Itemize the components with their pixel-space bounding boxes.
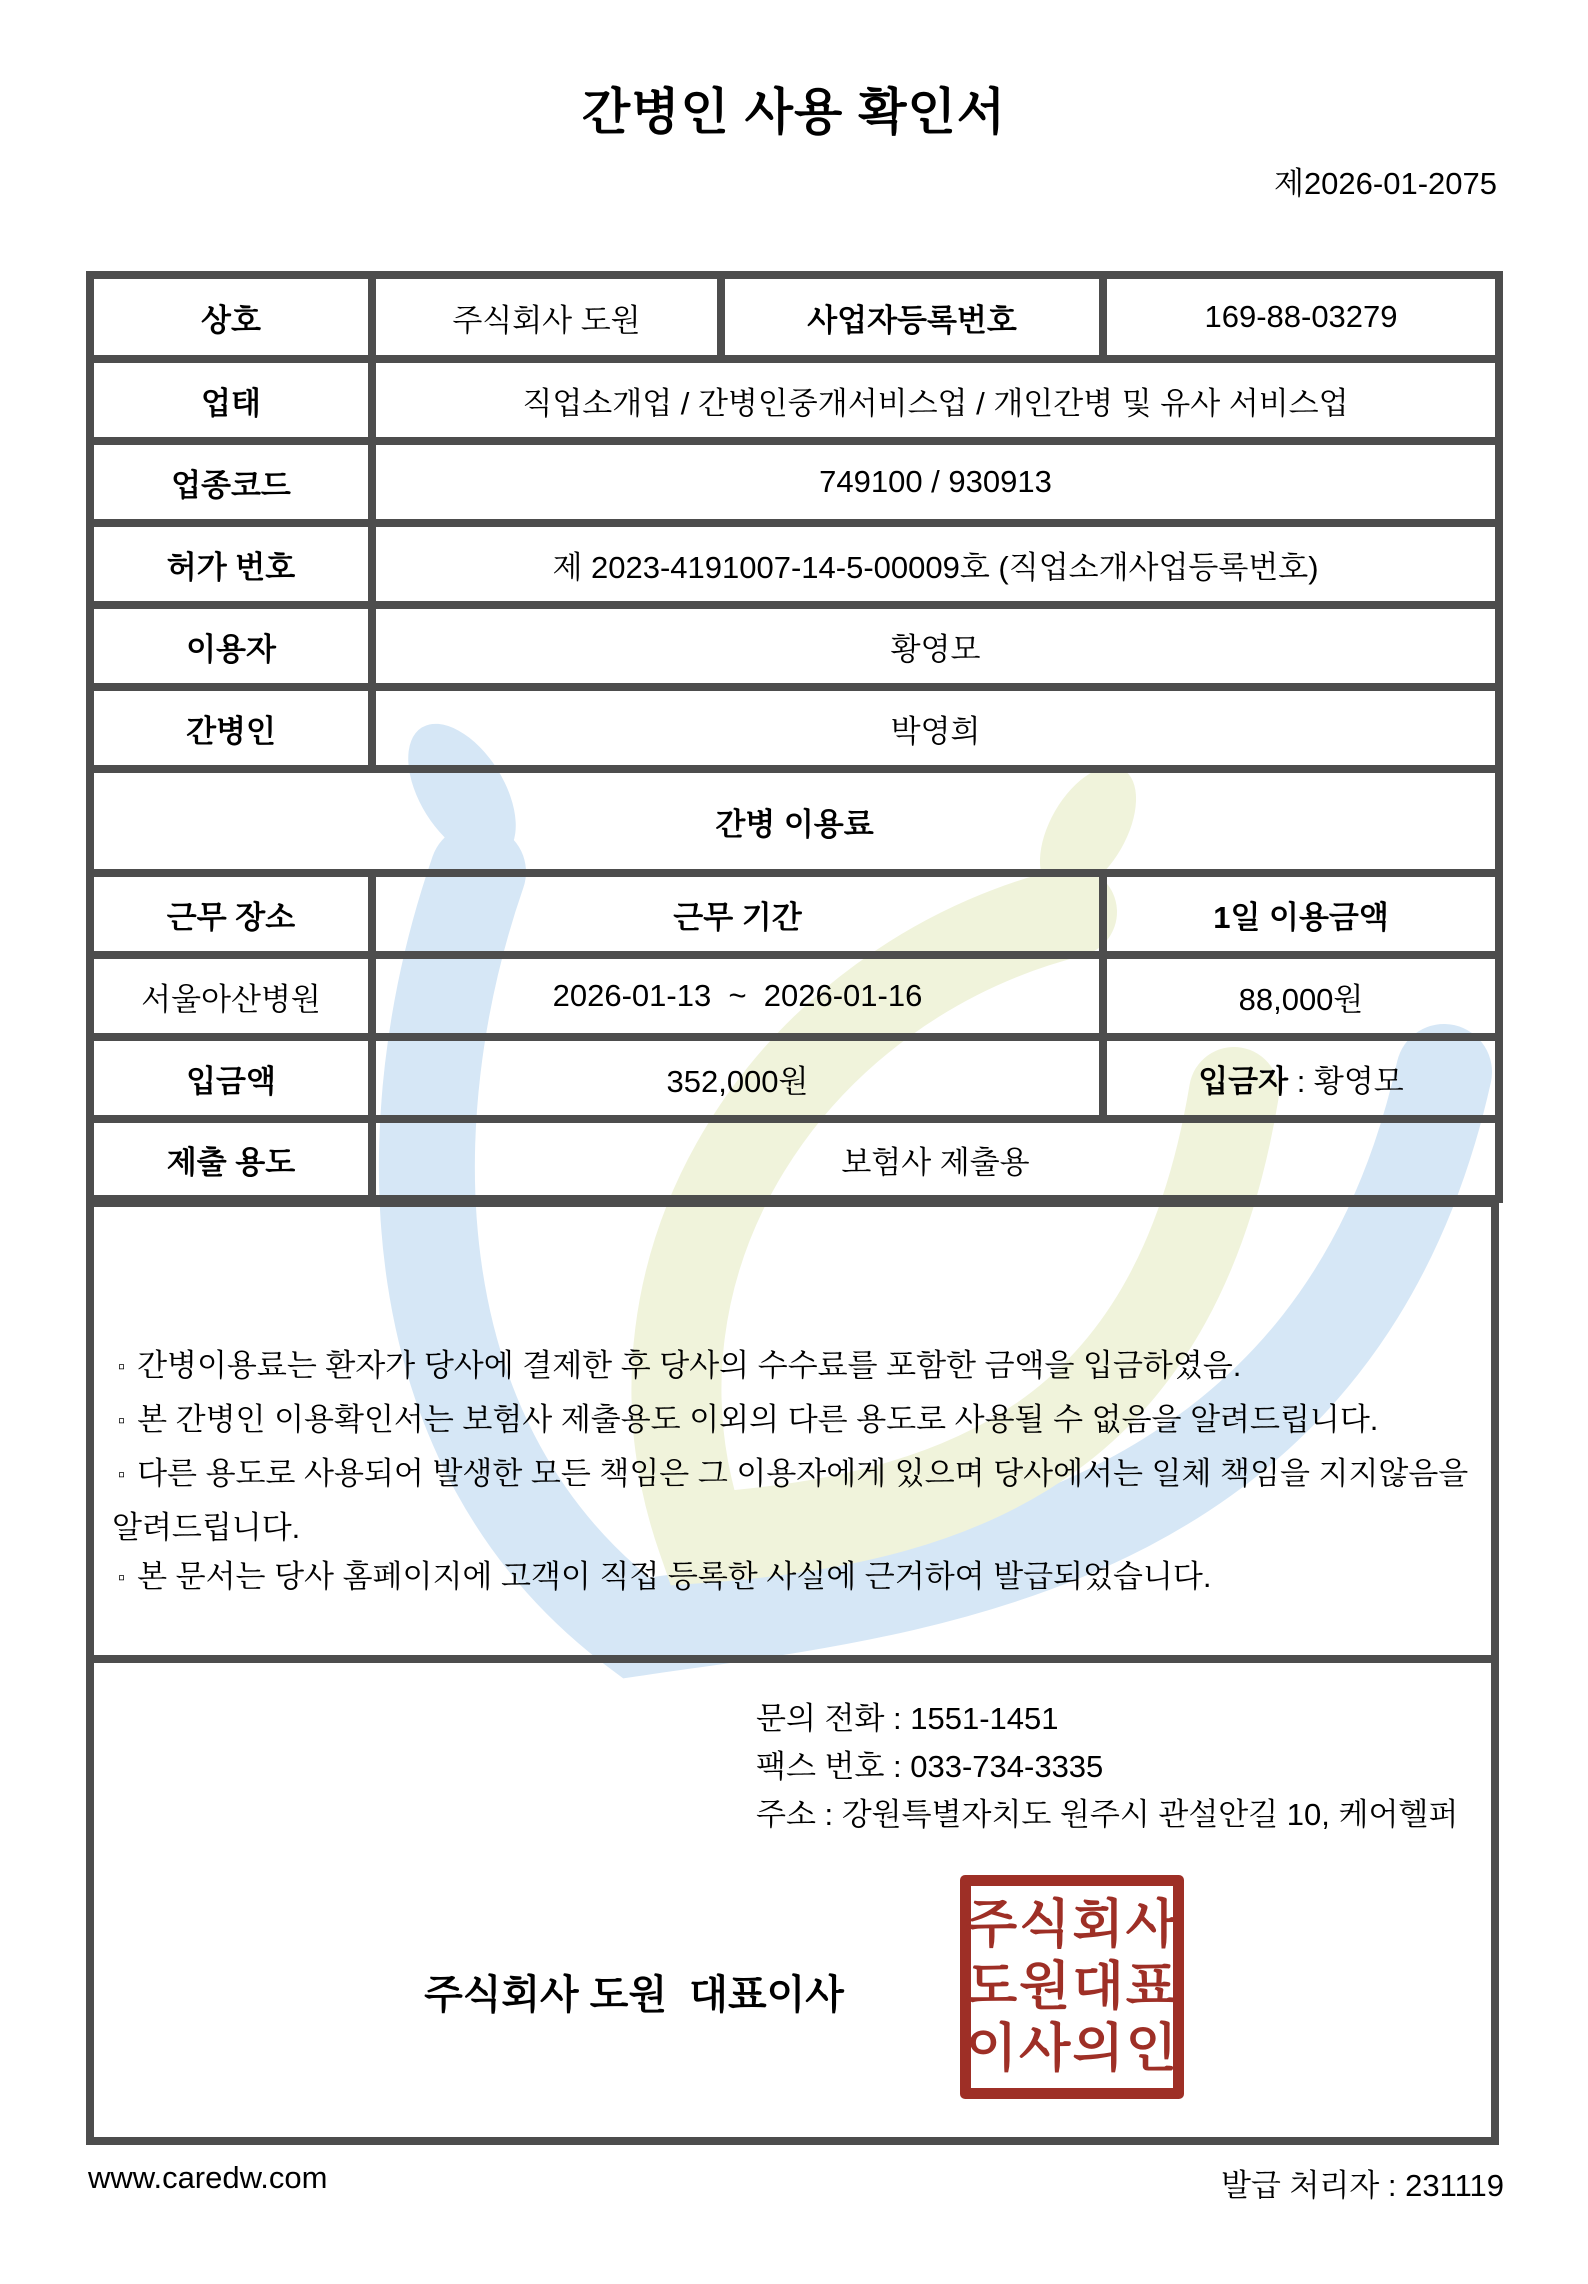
biz-type-value: 직업소개업 / 간병인중개서비스업 / 개인간병 및 유사 서비스업: [372, 359, 1499, 441]
stamp-text: 이사의인: [965, 2020, 1179, 2078]
note-bullet-icon: ▫: [118, 1464, 126, 1486]
deposit-value: 352,000원: [372, 1037, 1103, 1119]
permit-label: 허가 번호: [90, 523, 372, 605]
table-row-fee-headers: [90, 873, 1499, 955]
notes-box: [86, 1199, 1499, 1663]
contact-fax: 팩스 번호 : 033-734-3335: [756, 1749, 1104, 1784]
table-row-caregiver: [90, 687, 1499, 769]
note-text: 다른 용도로 사용되어 발생한 모든 책임은 그 이용자에게 있으며 당사에서는 일체 책임을 지지않음을 알려드립니다.: [112, 1456, 1469, 1545]
document-number: 제2026-01-2075: [1274, 166, 1497, 201]
biz-reg-label: 사업자등록번호: [721, 275, 1103, 359]
note-item: [112, 1449, 1473, 1552]
industry-code-value: 749100 / 930913: [372, 441, 1499, 523]
issuer-box: [86, 1655, 1499, 2145]
purpose-value: 보험사 제출용: [372, 1119, 1499, 1199]
table-row-deposit: [90, 1037, 1499, 1119]
permit-value: 제 2023-4191007-14-5-00009호 (직업소개사업등록번호): [372, 523, 1499, 605]
biz-reg-number: 169-88-03279: [1103, 275, 1499, 359]
contact-address: 주소 : 강원특별자치도 원주시 관설안길 10, 케어헬퍼: [756, 1797, 1459, 1832]
website-url: www.caredw.com: [88, 2160, 328, 2195]
note-item: [112, 1552, 1473, 1606]
table-row-biz-type: [90, 359, 1499, 441]
caregiver-label: 간병인: [90, 687, 372, 769]
note-bullet-icon: ▫: [118, 1567, 126, 1589]
place-value: 서울아산병원: [90, 955, 372, 1037]
user-value: 황영모: [372, 605, 1499, 687]
industry-code-label: 업종코드: [90, 441, 372, 523]
issue-handler: 발급 처리자 : 231119: [1220, 2168, 1504, 2203]
deposit-label: 입금액: [90, 1037, 372, 1119]
user-label: 이용자: [90, 605, 372, 687]
place-header: 근무 장소: [90, 873, 372, 955]
caregiver-value: 박영희: [372, 687, 1499, 769]
note-item: [112, 1395, 1473, 1449]
table-row-fee-values: [90, 955, 1499, 1037]
contact-block: [756, 1695, 1458, 1839]
contact-phone: 문의 전화 : 1551-1451: [756, 1701, 1059, 1736]
table-row-industry-code: [90, 441, 1499, 523]
stamp-text: 도원대표: [965, 1958, 1179, 2016]
purpose-label: 제출 용도: [90, 1119, 372, 1199]
depositor-cell: [1103, 1037, 1499, 1119]
company-name: 주식회사 도원: [372, 275, 721, 359]
period-header: 근무 기간: [372, 873, 1103, 955]
note-item: [112, 1341, 1473, 1395]
note-text: 본 문서는 당사 홈페이지에 고객이 직접 등록한 사실에 근거하여 발급되었습니다.: [137, 1559, 1212, 1594]
table-row-permit: [90, 523, 1499, 605]
table-row-fee-section-title: [90, 769, 1499, 873]
biz-type-label: 업태: [90, 359, 372, 441]
table-row-company: [90, 275, 1499, 359]
ceo-signature-line: 주식회사 도원 대표이사: [424, 1973, 844, 2017]
daily-amount-header: 1일 이용금액: [1103, 873, 1499, 955]
table-row-user: [90, 605, 1499, 687]
table-row-purpose: [90, 1119, 1499, 1199]
depositor-value: : 황영모: [1288, 1063, 1404, 1099]
company-label: 상호: [90, 275, 372, 359]
corporate-seal-stamp: [960, 1875, 1184, 2099]
depositor-label: 입금자: [1198, 1063, 1289, 1099]
note-text: 간병이용료는 환자가 당사에 결제한 후 당사의 수수료를 포함한 금액을 입금하였음.: [137, 1348, 1242, 1383]
note-bullet-icon: ▫: [118, 1410, 126, 1432]
confirmation-table: [86, 271, 1503, 1203]
page-title: 간병인 사용 확인서: [581, 84, 1007, 140]
period-value: 2026-01-13 ~ 2026-01-16: [372, 955, 1103, 1037]
fee-section-title: 간병 이용료: [90, 769, 1499, 873]
note-text: 본 간병인 이용확인서는 보험사 제출용도 이외의 다른 용도로 사용될 수 없음을 알려드립니다.: [137, 1402, 1379, 1437]
note-bullet-icon: ▫: [118, 1356, 126, 1378]
stamp-text: 주식회사: [965, 1896, 1179, 1954]
daily-amount-value: 88,000원: [1103, 955, 1499, 1037]
